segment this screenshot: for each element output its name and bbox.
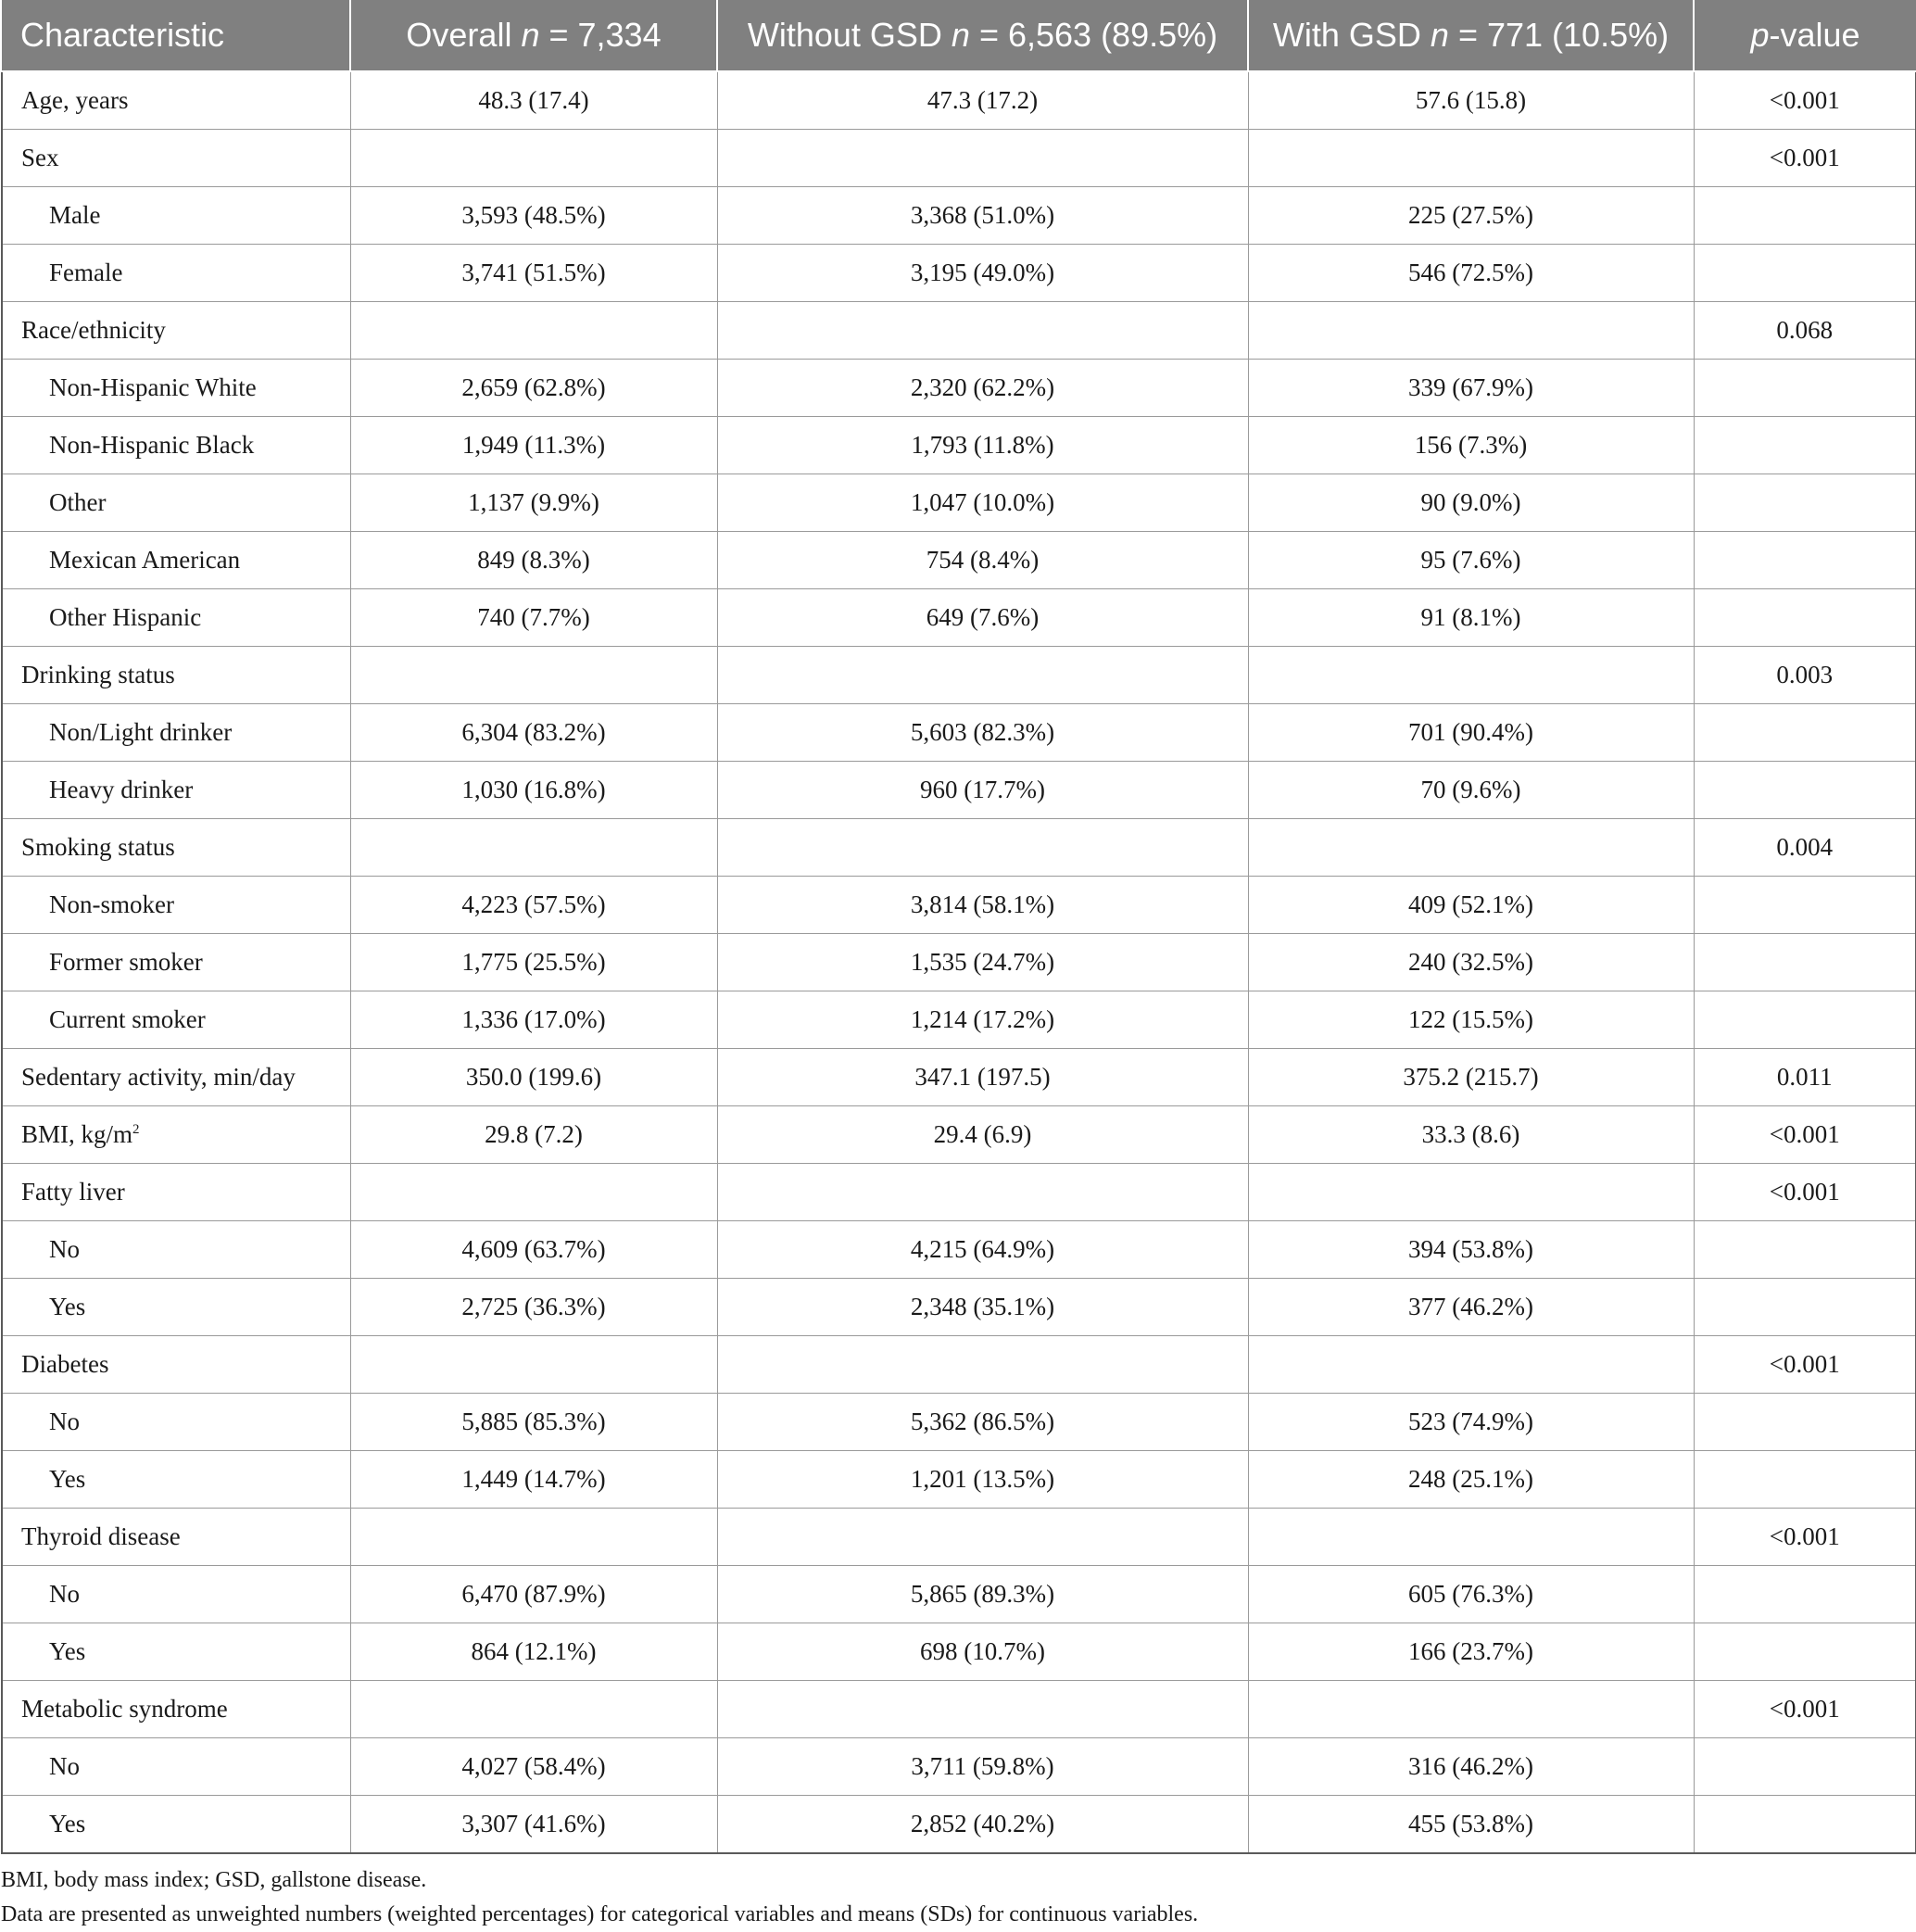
row-overall-cell: 1,030 (16.8%) bbox=[350, 762, 717, 819]
row-characteristic-cell: Fatty liver bbox=[2, 1164, 350, 1221]
table-row bbox=[2, 1279, 1916, 1336]
row-with-gsd-cell bbox=[1248, 1164, 1694, 1221]
row-p-value-cell bbox=[1694, 762, 1916, 819]
row-overall-cell: 6,470 (87.9%) bbox=[350, 1566, 717, 1623]
row-with-gsd-cell: 95 (7.6%) bbox=[1248, 532, 1694, 589]
row-characteristic-cell: Other bbox=[2, 474, 350, 532]
row-characteristic-cell: Thyroid disease bbox=[2, 1509, 350, 1566]
row-characteristic-cell: Female bbox=[2, 245, 350, 302]
table-row bbox=[2, 991, 1916, 1049]
row-characteristic-cell: No bbox=[2, 1738, 350, 1796]
table-row bbox=[2, 245, 1916, 302]
row-overall-cell bbox=[350, 647, 717, 704]
row-with-gsd-cell: 248 (25.1%) bbox=[1248, 1451, 1694, 1509]
row-with-gsd-cell: 240 (32.5%) bbox=[1248, 934, 1694, 991]
table-row bbox=[2, 704, 1916, 762]
row-p-value-cell bbox=[1694, 934, 1916, 991]
row-p-value-cell: <0.001 bbox=[1694, 1509, 1916, 1566]
row-characteristic-cell: Mexican American bbox=[2, 532, 350, 589]
row-characteristic-cell: Age, years bbox=[2, 71, 350, 130]
table-footnotes bbox=[0, 1863, 1916, 1932]
row-characteristic-cell: No bbox=[2, 1221, 350, 1279]
row-without-gsd-cell: 2,348 (35.1%) bbox=[717, 1279, 1248, 1336]
row-overall-cell: 3,307 (41.6%) bbox=[350, 1796, 717, 1854]
row-p-value-cell bbox=[1694, 245, 1916, 302]
table-row bbox=[2, 1509, 1916, 1566]
row-overall-cell: 1,336 (17.0%) bbox=[350, 991, 717, 1049]
row-characteristic-cell: BMI, $kg/m^2$ bbox=[2, 1106, 350, 1164]
row-overall-cell: 4,609 (63.7%) bbox=[350, 1221, 717, 1279]
row-p-value-cell: 0.003 bbox=[1694, 647, 1916, 704]
row-overall-cell: 849 (8.3%) bbox=[350, 532, 717, 589]
row-characteristic-cell: Sedentary activity, min/day bbox=[2, 1049, 350, 1106]
row-with-gsd-cell bbox=[1248, 1509, 1694, 1566]
row-p-value-cell bbox=[1694, 187, 1916, 245]
table-row bbox=[2, 417, 1916, 474]
row-characteristic-cell: Former smoker bbox=[2, 934, 350, 991]
row-overall-cell bbox=[350, 302, 717, 360]
row-characteristic-cell: Yes bbox=[2, 1796, 350, 1854]
row-characteristic-cell: No bbox=[2, 1394, 350, 1451]
row-without-gsd-cell: 2,852 (40.2%) bbox=[717, 1796, 1248, 1854]
row-without-gsd-cell: 1,201 (13.5%) bbox=[717, 1451, 1248, 1509]
row-without-gsd-cell: 960 (17.7%) bbox=[717, 762, 1248, 819]
row-p-value-cell bbox=[1694, 1738, 1916, 1796]
row-with-gsd-cell: 316 (46.2%) bbox=[1248, 1738, 1694, 1796]
row-overall-cell: 2,659 (62.8%) bbox=[350, 360, 717, 417]
row-p-value-cell: 0.068 bbox=[1694, 302, 1916, 360]
row-overall-cell: 1,137 (9.9%) bbox=[350, 474, 717, 532]
row-overall-cell: 29.8 (7.2) bbox=[350, 1106, 717, 1164]
table-row bbox=[2, 1738, 1916, 1796]
row-with-gsd-cell: 225 (27.5%) bbox=[1248, 187, 1694, 245]
row-without-gsd-cell bbox=[717, 819, 1248, 877]
row-without-gsd-cell bbox=[717, 1509, 1248, 1566]
table-row bbox=[2, 187, 1916, 245]
row-without-gsd-cell bbox=[717, 1681, 1248, 1738]
row-p-value-cell: 0.011 bbox=[1694, 1049, 1916, 1106]
row-with-gsd-cell: 122 (15.5%) bbox=[1248, 991, 1694, 1049]
row-without-gsd-cell: 649 (7.6%) bbox=[717, 589, 1248, 647]
row-overall-cell: 350.0 (199.6) bbox=[350, 1049, 717, 1106]
table-row bbox=[2, 360, 1916, 417]
row-with-gsd-cell bbox=[1248, 302, 1694, 360]
row-p-value-cell: 0.004 bbox=[1694, 819, 1916, 877]
row-characteristic-cell: Current smoker bbox=[2, 991, 350, 1049]
row-with-gsd-cell: 377 (46.2%) bbox=[1248, 1279, 1694, 1336]
row-without-gsd-cell bbox=[717, 647, 1248, 704]
table-row bbox=[2, 1106, 1916, 1164]
row-with-gsd-cell: 409 (52.1%) bbox=[1248, 877, 1694, 934]
row-without-gsd-cell bbox=[717, 302, 1248, 360]
row-p-value-cell: <0.001 bbox=[1694, 71, 1916, 130]
row-p-value-cell: <0.001 bbox=[1694, 1106, 1916, 1164]
table-header-row bbox=[2, 0, 1916, 71]
row-characteristic-cell: Yes bbox=[2, 1279, 350, 1336]
header-without-gsd: Without GSD n = 6,563 (89.5%) bbox=[717, 0, 1248, 71]
row-with-gsd-cell bbox=[1248, 1336, 1694, 1394]
row-without-gsd-cell: 1,047 (10.0%) bbox=[717, 474, 1248, 532]
table-row bbox=[2, 1566, 1916, 1623]
row-with-gsd-cell: 57.6 (15.8) bbox=[1248, 71, 1694, 130]
row-p-value-cell bbox=[1694, 360, 1916, 417]
row-characteristic-cell: Drinking status bbox=[2, 647, 350, 704]
row-p-value-cell bbox=[1694, 1279, 1916, 1336]
header-p-value: p-value bbox=[1694, 0, 1916, 71]
table-row bbox=[2, 647, 1916, 704]
row-p-value-cell: <0.001 bbox=[1694, 1336, 1916, 1394]
row-characteristic-cell: Other Hispanic bbox=[2, 589, 350, 647]
table-row bbox=[2, 1623, 1916, 1681]
footnote-abbreviations: BMI, body mass index; GSD, gallstone disease. bbox=[1, 1868, 427, 1892]
table-row bbox=[2, 302, 1916, 360]
row-overall-cell bbox=[350, 130, 717, 187]
row-p-value-cell bbox=[1694, 877, 1916, 934]
row-with-gsd-cell: 156 (7.3%) bbox=[1248, 417, 1694, 474]
row-with-gsd-cell bbox=[1248, 819, 1694, 877]
row-without-gsd-cell: 3,814 (58.1%) bbox=[717, 877, 1248, 934]
row-p-value-cell: <0.001 bbox=[1694, 130, 1916, 187]
row-overall-cell: 1,949 (11.3%) bbox=[350, 417, 717, 474]
row-with-gsd-cell: 166 (23.7%) bbox=[1248, 1623, 1694, 1681]
row-overall-cell: 6,304 (83.2%) bbox=[350, 704, 717, 762]
row-p-value-cell bbox=[1694, 704, 1916, 762]
row-without-gsd-cell: 1,214 (17.2%) bbox=[717, 991, 1248, 1049]
row-without-gsd-cell: 2,320 (62.2%) bbox=[717, 360, 1248, 417]
table-row bbox=[2, 1221, 1916, 1279]
row-without-gsd-cell: 754 (8.4%) bbox=[717, 532, 1248, 589]
row-with-gsd-cell: 701 (90.4%) bbox=[1248, 704, 1694, 762]
row-overall-cell: 5,885 (85.3%) bbox=[350, 1394, 717, 1451]
row-characteristic-cell: Non-Hispanic White bbox=[2, 360, 350, 417]
row-overall-cell: 864 (12.1%) bbox=[350, 1623, 717, 1681]
row-p-value-cell bbox=[1694, 1394, 1916, 1451]
row-without-gsd-cell bbox=[717, 130, 1248, 187]
row-with-gsd-cell bbox=[1248, 1681, 1694, 1738]
table-row bbox=[2, 589, 1916, 647]
row-with-gsd-cell: 70 (9.6%) bbox=[1248, 762, 1694, 819]
row-overall-cell: 3,593 (48.5%) bbox=[350, 187, 717, 245]
row-with-gsd-cell: 523 (74.9%) bbox=[1248, 1394, 1694, 1451]
row-without-gsd-cell: 347.1 (197.5) bbox=[717, 1049, 1248, 1106]
row-characteristic-cell: Metabolic syndrome bbox=[2, 1681, 350, 1738]
row-characteristic-cell: Yes bbox=[2, 1451, 350, 1509]
row-without-gsd-cell: 5,865 (89.3%) bbox=[717, 1566, 1248, 1623]
row-characteristic-cell: Non-Hispanic Black bbox=[2, 417, 350, 474]
row-characteristic-cell: Heavy drinker bbox=[2, 762, 350, 819]
row-overall-cell bbox=[350, 1164, 717, 1221]
row-with-gsd-cell: 339 (67.9%) bbox=[1248, 360, 1694, 417]
table-row bbox=[2, 762, 1916, 819]
row-overall-cell bbox=[350, 1681, 717, 1738]
table-row bbox=[2, 532, 1916, 589]
row-characteristic-cell: Male bbox=[2, 187, 350, 245]
row-overall-cell: 4,027 (58.4%) bbox=[350, 1738, 717, 1796]
table-row bbox=[2, 877, 1916, 934]
row-characteristic-cell: Smoking status bbox=[2, 819, 350, 877]
table-row bbox=[2, 474, 1916, 532]
row-without-gsd-cell bbox=[717, 1336, 1248, 1394]
characteristics-table bbox=[1, 0, 1916, 1854]
table-row bbox=[2, 1681, 1916, 1738]
row-overall-cell: 48.3 (17.4) bbox=[350, 71, 717, 130]
row-p-value-cell bbox=[1694, 991, 1916, 1049]
row-overall-cell: 4,223 (57.5%) bbox=[350, 877, 717, 934]
row-characteristic-cell: Non-smoker bbox=[2, 877, 350, 934]
table-body bbox=[2, 71, 1916, 1853]
row-without-gsd-cell: 1,535 (24.7%) bbox=[717, 934, 1248, 991]
row-with-gsd-cell bbox=[1248, 130, 1694, 187]
row-characteristic-cell: Sex bbox=[2, 130, 350, 187]
row-with-gsd-cell: 90 (9.0%) bbox=[1248, 474, 1694, 532]
header-characteristic: Characteristic bbox=[2, 0, 350, 71]
row-overall-cell bbox=[350, 819, 717, 877]
footnote-data-presentation: Data are presented as unweighted numbers (weighted percentages) for categorical variables and means (SDs) for continuous variables. bbox=[1, 1902, 1199, 1926]
row-characteristic-cell: Non/Light drinker bbox=[2, 704, 350, 762]
row-characteristic-cell: Diabetes bbox=[2, 1336, 350, 1394]
row-characteristic-cell: No bbox=[2, 1566, 350, 1623]
row-with-gsd-cell: 455 (53.8%) bbox=[1248, 1796, 1694, 1854]
row-p-value-cell bbox=[1694, 474, 1916, 532]
row-overall-cell bbox=[350, 1336, 717, 1394]
row-with-gsd-cell bbox=[1248, 647, 1694, 704]
row-p-value-cell bbox=[1694, 1221, 1916, 1279]
row-with-gsd-cell: 546 (72.5%) bbox=[1248, 245, 1694, 302]
row-characteristic-cell: Race/ethnicity bbox=[2, 302, 350, 360]
table-row bbox=[2, 130, 1916, 187]
table-row bbox=[2, 71, 1916, 130]
table-row bbox=[2, 1394, 1916, 1451]
row-overall-cell: 1,775 (25.5%) bbox=[350, 934, 717, 991]
row-p-value-cell bbox=[1694, 532, 1916, 589]
row-without-gsd-cell: 29.4 (6.9) bbox=[717, 1106, 1248, 1164]
row-p-value-cell bbox=[1694, 589, 1916, 647]
row-without-gsd-cell: 3,711 (59.8%) bbox=[717, 1738, 1248, 1796]
row-without-gsd-cell bbox=[717, 1164, 1248, 1221]
row-p-value-cell bbox=[1694, 1566, 1916, 1623]
header-overall: Overall n = 7,334 bbox=[350, 0, 717, 71]
row-without-gsd-cell: 3,368 (51.0%) bbox=[717, 187, 1248, 245]
row-without-gsd-cell: 1,793 (11.8%) bbox=[717, 417, 1248, 474]
table-row bbox=[2, 1451, 1916, 1509]
row-overall-cell: 2,725 (36.3%) bbox=[350, 1279, 717, 1336]
table-row bbox=[2, 1796, 1916, 1854]
table-row bbox=[2, 819, 1916, 877]
row-p-value-cell bbox=[1694, 1796, 1916, 1854]
table-row bbox=[2, 934, 1916, 991]
row-overall-cell bbox=[350, 1509, 717, 1566]
row-with-gsd-cell: 91 (8.1%) bbox=[1248, 589, 1694, 647]
row-with-gsd-cell: 375.2 (215.7) bbox=[1248, 1049, 1694, 1106]
row-overall-cell: 1,449 (14.7%) bbox=[350, 1451, 717, 1509]
row-without-gsd-cell: 5,603 (82.3%) bbox=[717, 704, 1248, 762]
row-overall-cell: 740 (7.7%) bbox=[350, 589, 717, 647]
row-overall-cell: 3,741 (51.5%) bbox=[350, 245, 717, 302]
unit-superscript: 2 bbox=[132, 1122, 140, 1137]
table-row bbox=[2, 1164, 1916, 1221]
row-with-gsd-cell: 33.3 (8.6) bbox=[1248, 1106, 1694, 1164]
row-p-value-cell: <0.001 bbox=[1694, 1164, 1916, 1221]
row-without-gsd-cell: 3,195 (49.0%) bbox=[717, 245, 1248, 302]
row-without-gsd-cell: 47.3 (17.2) bbox=[717, 71, 1248, 130]
row-characteristic-cell: Yes bbox=[2, 1623, 350, 1681]
row-without-gsd-cell: 5,362 (86.5%) bbox=[717, 1394, 1248, 1451]
header-with-gsd: With GSD n = 771 (10.5%) bbox=[1248, 0, 1694, 71]
row-p-value-cell bbox=[1694, 1451, 1916, 1509]
table-row bbox=[2, 1049, 1916, 1106]
row-p-value-cell bbox=[1694, 417, 1916, 474]
row-with-gsd-cell: 605 (76.3%) bbox=[1248, 1566, 1694, 1623]
row-p-value-cell bbox=[1694, 1623, 1916, 1681]
table-row bbox=[2, 1336, 1916, 1394]
row-p-value-cell: <0.001 bbox=[1694, 1681, 1916, 1738]
row-without-gsd-cell: 698 (10.7%) bbox=[717, 1623, 1248, 1681]
row-without-gsd-cell: 4,215 (64.9%) bbox=[717, 1221, 1248, 1279]
row-with-gsd-cell: 394 (53.8%) bbox=[1248, 1221, 1694, 1279]
